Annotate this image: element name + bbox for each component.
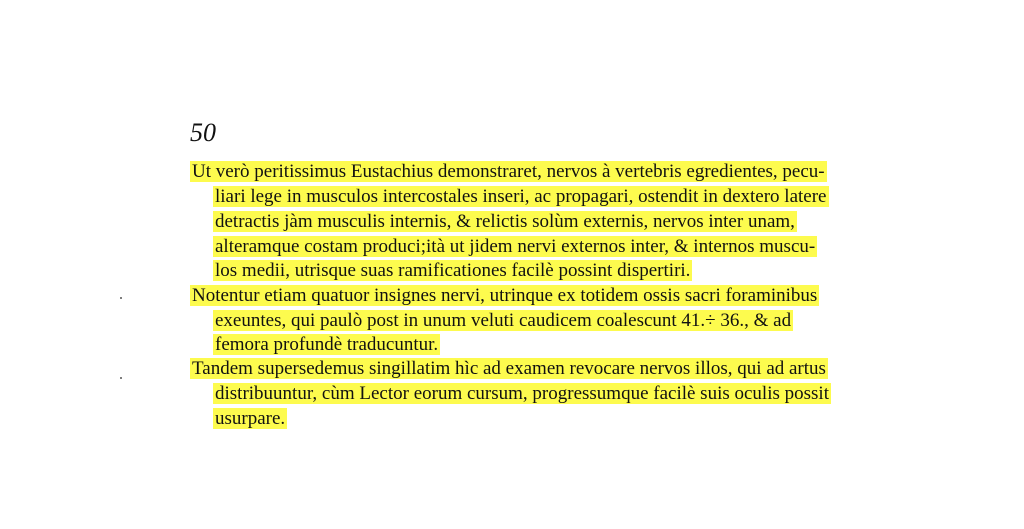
highlighted-text: los medii, utrisque suas ramificationes facilè possint dispertiri. (215, 260, 691, 281)
text-line (213, 235, 817, 259)
text-line (190, 160, 827, 184)
text-line (213, 210, 797, 234)
text-line (213, 309, 793, 333)
text-line (190, 284, 819, 308)
highlighted-text: usurpare. (215, 408, 286, 429)
highlighted-text: liari lege in musculos intercostales inseri, ac propagari, ostendit in dextero latere (215, 186, 827, 207)
scan-speck (120, 377, 122, 379)
highlighted-text: distribuuntur, cùm Lector eorum cursum, progressumque facilè suis oculis possit (215, 383, 829, 404)
text-line (213, 407, 287, 431)
page-number: 50 (190, 118, 216, 147)
highlighted-text: alteramque costam produci;ità ut jidem nervi externos inter, & internos muscu- (215, 236, 816, 257)
text-line (213, 185, 829, 209)
text-line (213, 333, 440, 357)
highlighted-text: exeuntes, qui paulò post in unum veluti caudicem coalescunt 41.÷ 36., & ad (215, 310, 792, 331)
highlighted-text: femora profundè traducuntur. (215, 334, 439, 355)
highlighted-text: Ut verò peritissimus Eustachius demonstraret, nervos à vertebris egredientes, pecu- (192, 161, 825, 182)
highlighted-text: Notentur etiam quatuor insignes nervi, utrinque ex totidem ossis sacri foraminibus (192, 285, 818, 306)
text-line (213, 259, 692, 283)
text-line (190, 357, 828, 381)
highlighted-text: Tandem supersedemus singillatim hìc ad examen revocare nervos illos, qui ad artus (192, 358, 826, 379)
highlighted-text: detractis jàm musculis internis, & relictis solùm externis, nervos inter unam, (215, 211, 795, 232)
scan-speck (120, 297, 122, 299)
text-line (213, 382, 831, 406)
